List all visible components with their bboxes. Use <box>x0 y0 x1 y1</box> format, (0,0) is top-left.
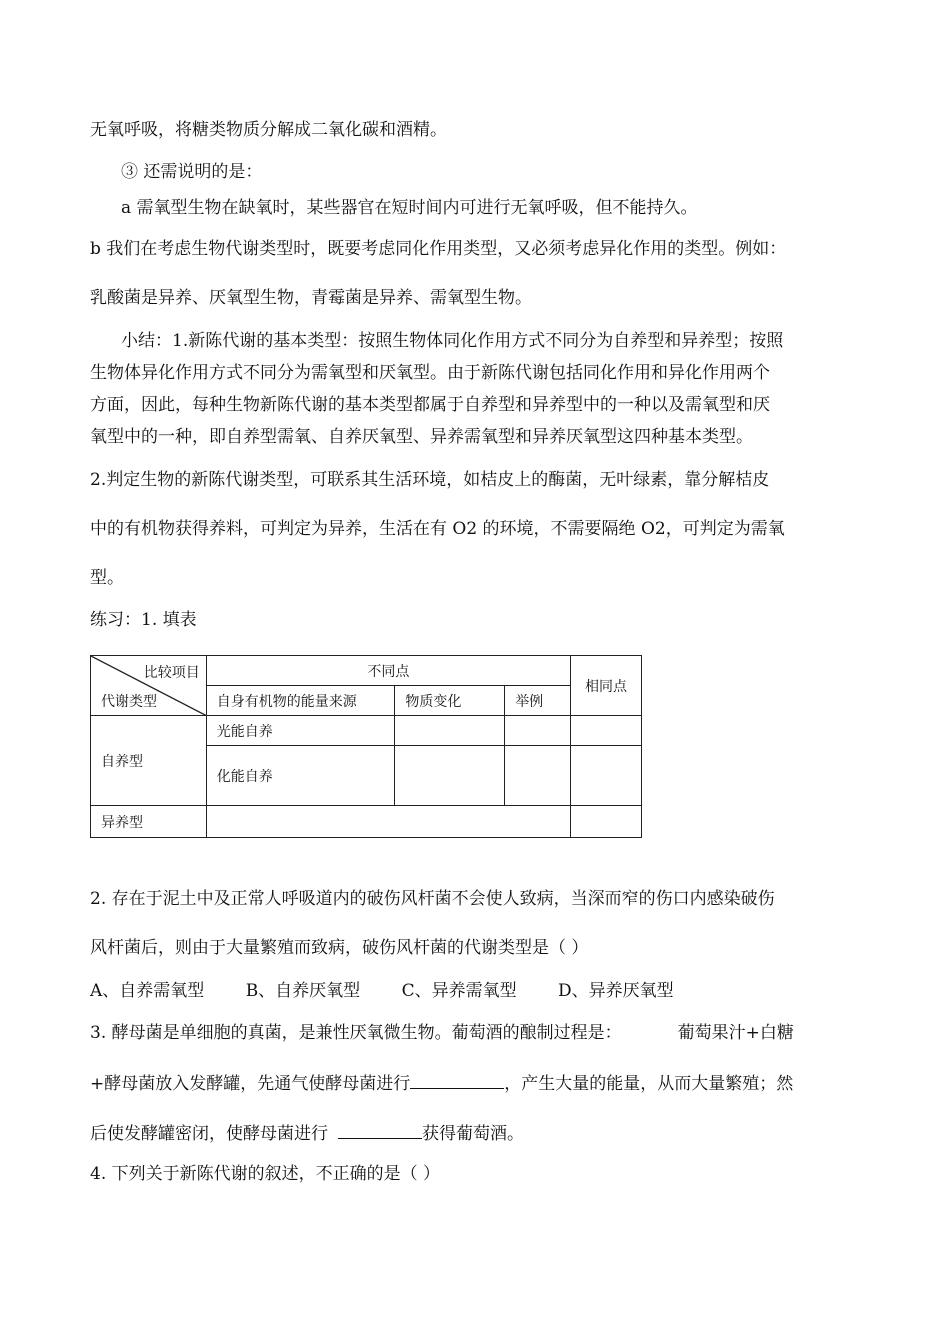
text-line: 无氧呼吸，将糖类物质分解成二氧化碳和酒精。 <box>90 120 447 140</box>
option-b: B、自养厌氧型 <box>245 981 361 1001</box>
text-line: 型。 <box>90 568 124 588</box>
text-line: 2.判定生物的新陈代谢类型，可联系其生活环境，如桔皮上的酶菌，无叶绿素，靠分解桔皮 <box>90 470 770 490</box>
text-line: 生物体异化作用方式不同分为需氧型和厌氧型。由于新陈代谢包括同化作用和异化作用两个 <box>90 363 770 383</box>
text-line: ③ 还需说明的是： <box>121 162 263 182</box>
fill-in-table <box>90 655 642 837</box>
table-cell <box>571 746 642 806</box>
table-cell <box>571 716 642 746</box>
option-c: C、异养需氧型 <box>401 981 517 1001</box>
heterotroph-row-label: 异养型 <box>91 806 207 838</box>
answer-blank[interactable] <box>410 1070 504 1089</box>
option-d: D、异养厌氧型 <box>558 981 674 1001</box>
question-3-text: 获得葡萄酒。 <box>422 1124 524 1144</box>
diagonal-header-top: 比较项目 <box>143 665 200 681</box>
table-cell <box>505 716 571 746</box>
diagonal-header-cell <box>91 656 207 716</box>
table-cell <box>395 716 505 746</box>
question-3-line-2 <box>90 1070 793 1096</box>
exercise-heading: 练习：1. 填表 <box>90 610 197 630</box>
question-3-text: 后使发酵罐密闭，使酵母菌进行 <box>90 1124 328 1144</box>
question-4-line-1: 4. 下列关于新陈代谢的叙述，不正确的是（ ） <box>90 1164 441 1184</box>
question-3-text: 3. 酵母菌是单细胞的真菌，是兼性厌氧微生物。葡萄酒的酿制过程是： <box>90 1023 622 1043</box>
question-2-options <box>90 979 674 1003</box>
table-cell <box>395 746 505 806</box>
energy-source-header: 自身有机物的能量来源 <box>206 686 395 716</box>
text-line: a 需氧型生物在缺氧时，某些器官在短时间内可进行无氧呼吸，但不能持久。 <box>121 198 698 218</box>
question-3-line-3 <box>90 1120 524 1146</box>
diff-header: 不同点 <box>206 656 570 686</box>
chemoautotroph-cell: 化能自养 <box>206 746 395 806</box>
table-cell <box>206 806 570 838</box>
text-line: 小结：1.新陈代谢的基本类型：按照生物体同化作用方式不同分为自养型和异养型；按照 <box>121 331 784 351</box>
example-header: 举例 <box>505 686 571 716</box>
same-header: 相同点 <box>571 656 642 716</box>
diagonal-header-bottom: 代谢类型 <box>101 694 157 710</box>
table-cell <box>571 806 642 838</box>
text-line: 方面，因此，每种生物新陈代谢的基本类型都属于自养型和异养型中的一种以及需氧型和厌 <box>90 395 770 415</box>
question-3-line-1 <box>90 1021 794 1045</box>
autotroph-row-label: 自养型 <box>91 716 207 806</box>
table-cell <box>505 746 571 806</box>
question-3-text: ，产生大量的能量，从而大量繁殖；然 <box>504 1074 794 1094</box>
matter-change-header: 物质变化 <box>395 686 505 716</box>
option-a: A、自养需氧型 <box>90 981 205 1001</box>
question-2-line-1: 2. 存在于泥土中及正常人呼吸道内的破伤风杆菌不会使人致病，当深而窄的伤口内感染破伤 <box>90 889 775 909</box>
answer-blank[interactable] <box>338 1120 422 1139</box>
text-line: 氧型中的一种，即自养型需氧、自养厌氧型、异养需氧型和异养厌氧型这四种基本类型。 <box>90 427 753 447</box>
text-line: 乳酸菌是异养、厌氧型生物，青霉菌是异养、需氧型生物。 <box>90 288 532 308</box>
question-3-text: 葡萄果汁+白糖 <box>677 1023 794 1043</box>
question-3-text: +酵母菌放入发酵罐，先通气使酵母菌进行 <box>90 1074 411 1094</box>
question-2-line-2: 风杆菌后，则由于大量繁殖而致病，破伤风杆菌的代谢类型是（ ） <box>90 938 589 958</box>
text-line: 中的有机物获得养料，可判定为异养，生活在有 O2 的环境，不需要隔绝 O2，可判定为需氧 <box>90 519 785 539</box>
text-line: b 我们在考虑生物代谢类型时，既要考虑同化作用类型，又必须考虑异化作用的类型。例如： <box>90 239 787 259</box>
photoautotroph-cell: 光能自养 <box>206 716 395 746</box>
